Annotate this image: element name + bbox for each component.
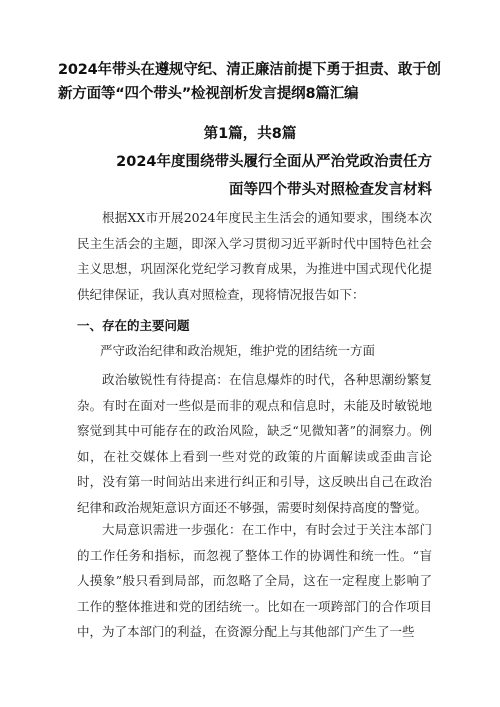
document-title: 2024年带头在遵规守纪、清正廉洁前提下勇于担责、敢于创新方面等“四个带头”检视剖析发言提纲8篇汇编 <box>58 62 441 102</box>
paragraph-political-sensitivity: 政治敏锐性有待提高：在信息爆炸的时代，各种思潮纷繁复杂。有时在面对一些似是而非的观点和信息时，未能及时敏锐地察觉到其中可能存在的政治风险，缺乏“见微知著”的洞察力。例如，在社交媒体上看到一些对党的政策的片面解读或歪曲言论时，没有第一时间站出来进行纠正和引导，这反映出自己在政治纪律和政治规矩意识方面还不够强，需要时刻保持高度的警觉。 <box>77 372 432 515</box>
section-subheading: 严守政治纪律和政治规矩，维护党的团结统一方面 <box>100 343 376 358</box>
intro-paragraph: 根据XX市开展2024年度民主生活会的通知要求，围绕本次民主生活会的主题，即深入学习贯彻习近平新时代中国特色社会主义思想，巩固深化党纪学习教育成果，为推进中国式现代化提供纪律保证，我认真对照检查，现将情况报告如下： <box>77 210 432 302</box>
part-label: 第1篇，共8篇 <box>203 126 297 142</box>
paragraph-overall-awareness: 大局意识需进一步强化：在工作中，有时会过于关注本部门的工作任务和指标，而忽视了整体工作的协调性和统一性。“盲人摸象”般只看到局部，而忽略了全局，这在一定程度上影响了工作的整体推进和党的团结统一。比如在一项跨部门的合作项目中，为了本部门的利益，在资源分配上与其他部门产生了一些 <box>77 522 432 639</box>
section-heading: 一、存在的主要问题 <box>77 318 190 333</box>
document-subtitle: 2024年度围绕带头履行全面从严治党政治责任方面等四个带头对照检查发言材料 <box>116 154 432 198</box>
